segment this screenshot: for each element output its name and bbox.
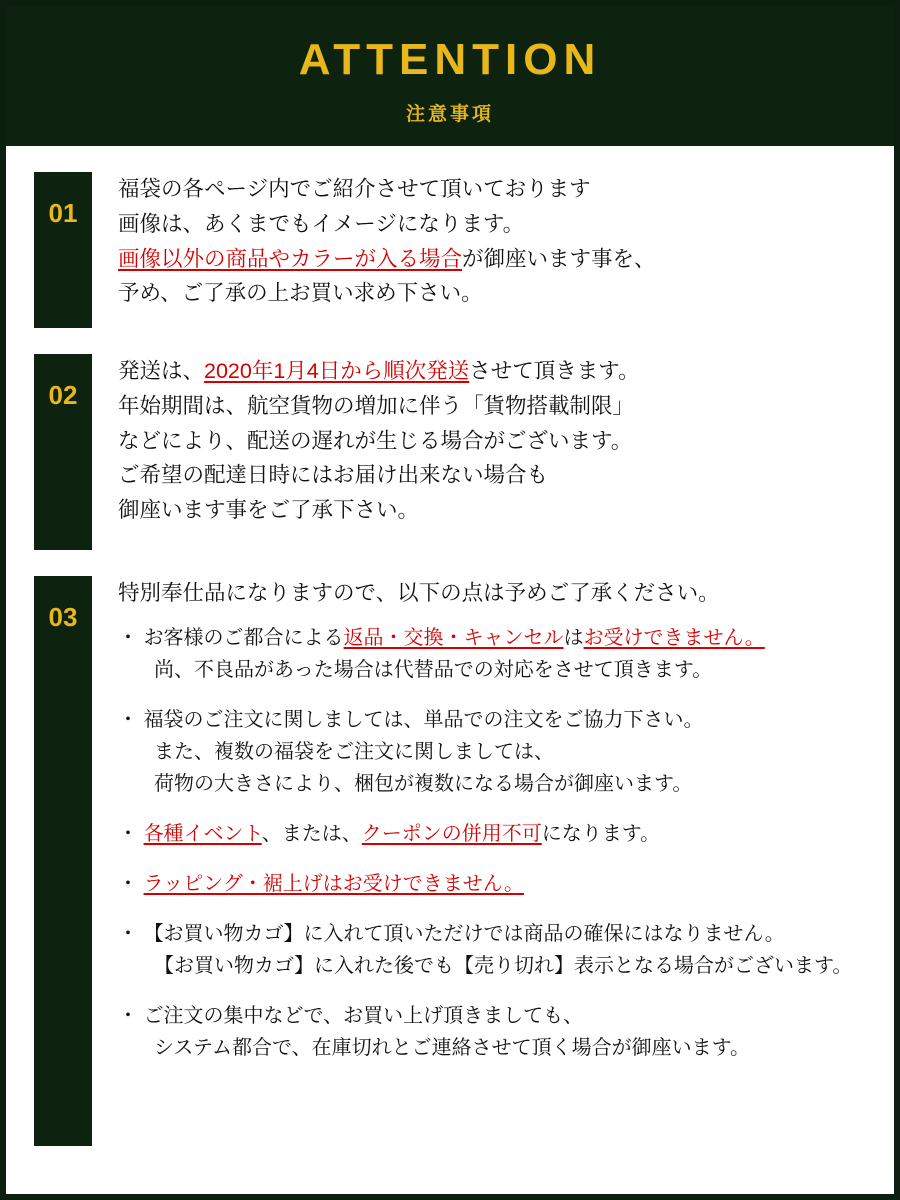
section-number-03: 03 — [48, 602, 78, 632]
notice-section-03 — [6, 576, 894, 1146]
notice-line — [118, 354, 876, 389]
list-item — [118, 868, 876, 900]
notice-line — [118, 276, 876, 311]
section-number-01: 01 — [48, 198, 78, 228]
notice-line — [118, 242, 876, 277]
notice-text: 【お買い物カゴ】に入れた後でも【売り切れ】表示となる場合がございます。 — [154, 955, 853, 978]
bullet-line — [118, 654, 876, 686]
notice-text: 御座います事をご了承下さい。 — [118, 498, 420, 523]
list-item — [118, 622, 876, 686]
notice-line — [118, 493, 876, 528]
notice-section-01 — [6, 172, 894, 328]
notice-text: お客様のご都合による — [143, 627, 344, 650]
notice-text-highlight: 2020年1月4日から順次発送 — [204, 359, 470, 383]
notice-text: 発送は、 — [118, 359, 205, 383]
bullet-line — [118, 918, 876, 950]
notice-text: 画像は、あくまでもイメージになります。 — [118, 211, 525, 236]
bullet-line — [118, 768, 876, 800]
section-body-01 — [92, 172, 894, 311]
bullet-line — [118, 1000, 876, 1032]
notice-line — [118, 389, 876, 424]
list-item — [118, 1000, 876, 1064]
notice-text: システム都合で、在庫切れとご連絡させて頂く場合が御座います。 — [154, 1037, 750, 1060]
bullet-line — [118, 736, 876, 768]
notice-text: ご注文の集中などで、お買い上げ頂きましても、 — [143, 1005, 584, 1028]
list-item — [118, 818, 876, 850]
bullet-line — [118, 704, 876, 736]
notice-text: 福袋のご注文に関しましては、単品での注文をご協力下さい。 — [143, 709, 704, 732]
notice-text-highlight: 各種イベント — [143, 823, 262, 846]
notice-text: また、複数の福袋をご注文に関しましては、 — [154, 741, 554, 764]
bullet-line — [118, 818, 876, 850]
section-number-badge-03 — [34, 576, 92, 1146]
notice-text-highlight: クーポンの併用不可 — [361, 823, 542, 846]
notice-text: などにより、配送の遅れが生じる場合がございます。 — [118, 428, 633, 453]
bullet-line — [118, 950, 876, 982]
notice-text: 、または、 — [261, 823, 362, 846]
notice-text-highlight: 返品・交換・キャンセル — [343, 627, 564, 650]
notice-line — [118, 458, 876, 493]
section-number-02: 02 — [48, 380, 78, 410]
notice-text: ご希望の配達日時にはお届け出来ない場合も — [118, 463, 549, 488]
notice-line — [118, 424, 876, 459]
page-title: ATTENTION — [298, 35, 602, 85]
notice-text: 尚、不良品があった場合は代替品での対応をさせて頂きます。 — [154, 659, 713, 682]
notice-text-highlight: ラッピング・裾上げ — [143, 873, 323, 896]
notice-text: 荷物の大きさにより、梱包が複数になる場合が御座います。 — [154, 773, 693, 796]
page-subtitle: 注意事項 — [405, 103, 494, 125]
notice-text-highlight: はお受けできません。 — [322, 873, 524, 896]
section-number-badge-02 — [34, 354, 92, 550]
notice-text: 予め、ご了承の上お買い求め下さい。 — [118, 281, 483, 306]
list-item — [118, 704, 876, 800]
notice-text: 福袋の各ページ内でご紹介させて頂いております — [118, 177, 591, 201]
bullet-line — [118, 622, 876, 654]
section-body-03 — [92, 576, 894, 1082]
bullet-line — [118, 868, 876, 900]
notice-line — [118, 172, 876, 207]
section-body-02 — [92, 354, 894, 528]
bullet-list — [118, 622, 876, 1064]
notice-text: 年始期間は、航空貨物の増加に伴う「貨物搭載制限」 — [118, 393, 635, 418]
list-item — [118, 918, 876, 982]
notice-sections — [6, 146, 894, 1146]
notice-text: は — [563, 627, 584, 650]
section-number-badge-01 — [34, 172, 92, 328]
notice-text: 特別奉仕品になりますので、以下の点は予めご了承ください。 — [118, 581, 720, 605]
notice-text: 【お買い物カゴ】に入れて頂いただけでは商品の確保にはなりません。 — [143, 923, 785, 946]
page-header — [6, 6, 894, 146]
notice-text: させて頂きます。 — [469, 359, 640, 383]
notice-line — [118, 207, 876, 242]
notice-text-highlight: お受けできません。 — [583, 627, 765, 650]
notice-text-highlight: 画像以外の商品やカラーが入る場合 — [118, 246, 463, 271]
notice-text: になります。 — [541, 823, 661, 846]
notice-section-02 — [6, 354, 894, 550]
section-lead-text — [118, 576, 876, 610]
notice-text: が御座います事を、 — [462, 246, 656, 271]
bullet-line — [118, 1032, 876, 1064]
